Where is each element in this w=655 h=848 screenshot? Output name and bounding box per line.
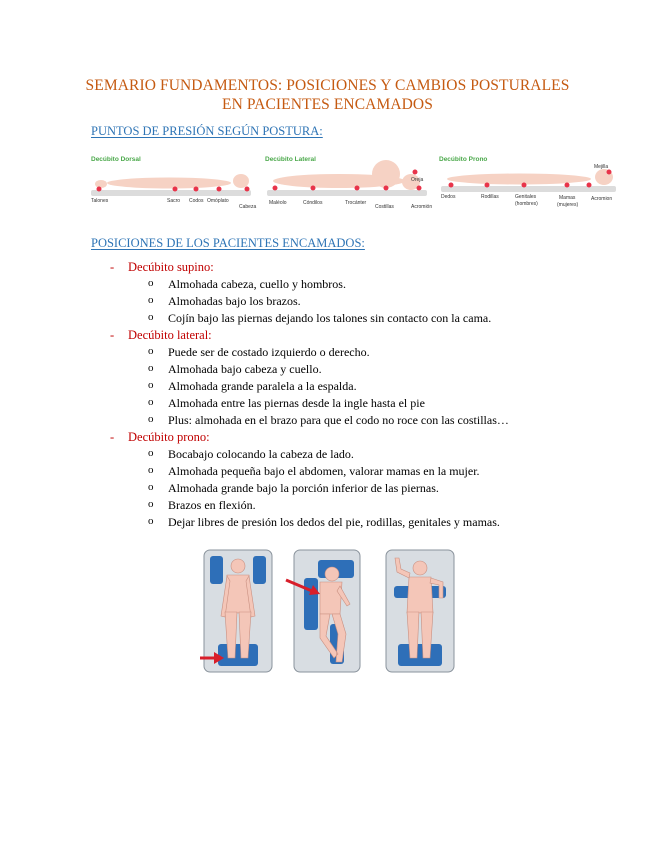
list-item-text: Brazos en flexión. [168, 498, 256, 512]
lateral-bed [267, 190, 427, 196]
bed-lateral [294, 550, 360, 672]
list-item-text: Almohada entre las piernas desde la ingle hasta el pie [168, 396, 425, 410]
list-item [0, 481, 655, 498]
prono-point-label: Mejilla [594, 164, 609, 170]
pressure-points-heading: PUNTOS DE PRESIÓN SEGÚN POSTURA: [91, 124, 323, 138]
bullet: o [148, 379, 154, 391]
bullet: o [148, 481, 154, 493]
prono-point-label: Mamas [559, 195, 576, 201]
dorsal-point-label: Cabeza [239, 204, 257, 210]
list-item [0, 464, 655, 481]
bullet: o [148, 498, 154, 510]
bullet: o [148, 277, 154, 289]
list-item-text: Almohada grande paralela a la espalda. [168, 379, 357, 393]
category-dash: - [110, 328, 115, 342]
page-title [0, 76, 655, 114]
prono-label: Decúbito Prono [439, 156, 488, 163]
lateral-body [273, 160, 420, 190]
prono-point-label: (mujeres) [557, 202, 579, 208]
list-item [0, 447, 655, 464]
prono-body [447, 169, 613, 185]
bullet: o [148, 447, 154, 459]
lateral-point-label: Acromión [411, 204, 433, 210]
prono-point-label: Genitales [515, 194, 537, 200]
dorsal-point-label: Talones [91, 198, 109, 204]
list-item-text: Almohada cabeza, cuello y hombros. [168, 277, 346, 291]
lateral-point-label: Cóndilos [303, 200, 323, 206]
list-item-text: Almohada grande bajo la porción inferior de las piernas. [168, 481, 439, 495]
category-dash: - [110, 430, 115, 444]
positions-list [0, 260, 655, 532]
prono-point-label: (hombres) [515, 201, 538, 207]
lateral-point-label: Trocánter [345, 200, 367, 206]
bed-positions-illustration [200, 548, 460, 676]
bullet: o [148, 362, 154, 374]
dorsal-label: Decúbito Dorsal [91, 156, 141, 163]
list-item [0, 277, 655, 294]
category-lateral [0, 328, 655, 345]
list-item [0, 413, 655, 430]
list-item-text: Almohada pequeña bajo el abdomen, valorar mamas en la mujer. [168, 464, 480, 478]
bullet: o [148, 515, 154, 527]
list-item [0, 379, 655, 396]
list-item [0, 362, 655, 379]
pressure-points-figure [89, 150, 619, 216]
lateral-point-label: Oreja [411, 177, 424, 183]
bullet: o [148, 464, 154, 476]
category-label: Decúbito prono: [128, 430, 210, 444]
lateral-point-label: Costillas [375, 204, 394, 210]
list-item [0, 294, 655, 311]
category-label: Decúbito supino: [128, 260, 214, 274]
prono-point-label: Acromion [591, 196, 613, 202]
list-item-text: Bocabajo colocando la cabeza de lado. [168, 447, 354, 461]
list-item-text: Plus: almohada en el brazo para que el codo no roce con las costillas… [168, 413, 509, 427]
list-item [0, 311, 655, 328]
list-item-text: Almohadas bajo los brazos. [168, 294, 301, 308]
positions-heading: POSICIONES DE LOS PACIENTES ENCAMADOS: [91, 236, 365, 250]
dorsal-point-label: Codos [189, 198, 204, 204]
dorsal-bed [91, 190, 251, 196]
category-prono [0, 430, 655, 447]
bullet: o [148, 311, 154, 323]
dorsal-point-label: Sacro [167, 198, 181, 204]
list-item-text: Dejar libres de presión los dedos del pie, rodillas, genitales y mamas. [168, 515, 500, 529]
page-title-line-1: SEMARIO FUNDAMENTOS: POSICIONES Y CAMBIOS POSTURALES [85, 77, 570, 94]
list-item-text: Puede ser de costado izquierdo o derecho. [168, 345, 370, 359]
bullet: o [148, 294, 154, 306]
list-item [0, 396, 655, 413]
list-item [0, 498, 655, 515]
prono-point-label: Rodillas [481, 194, 499, 200]
bullet: o [148, 413, 154, 425]
category-dash: - [110, 260, 115, 274]
page-title-line-2: EN PACIENTES ENCAMADOS [222, 96, 433, 113]
dorsal-point-label: Omóplato [207, 198, 229, 204]
bullet: o [148, 396, 154, 408]
list-item-text: Cojín bajo las piernas dejando los talones sin contacto con la cama. [168, 311, 492, 325]
dorsal-body [95, 174, 249, 189]
lateral-label: Decúbito Lateral [265, 156, 316, 163]
dorsal-point-labels [91, 198, 256, 210]
category-supino [0, 260, 655, 277]
lateral-point-label: Maléolo [269, 200, 287, 206]
list-item [0, 515, 655, 532]
category-label: Decúbito lateral: [128, 328, 212, 342]
bullet: o [148, 345, 154, 357]
prono-point-label: Dedos [441, 194, 456, 200]
list-item-text: Almohada bajo cabeza y cuello. [168, 362, 322, 376]
bed-prone [386, 550, 454, 672]
list-item [0, 345, 655, 362]
